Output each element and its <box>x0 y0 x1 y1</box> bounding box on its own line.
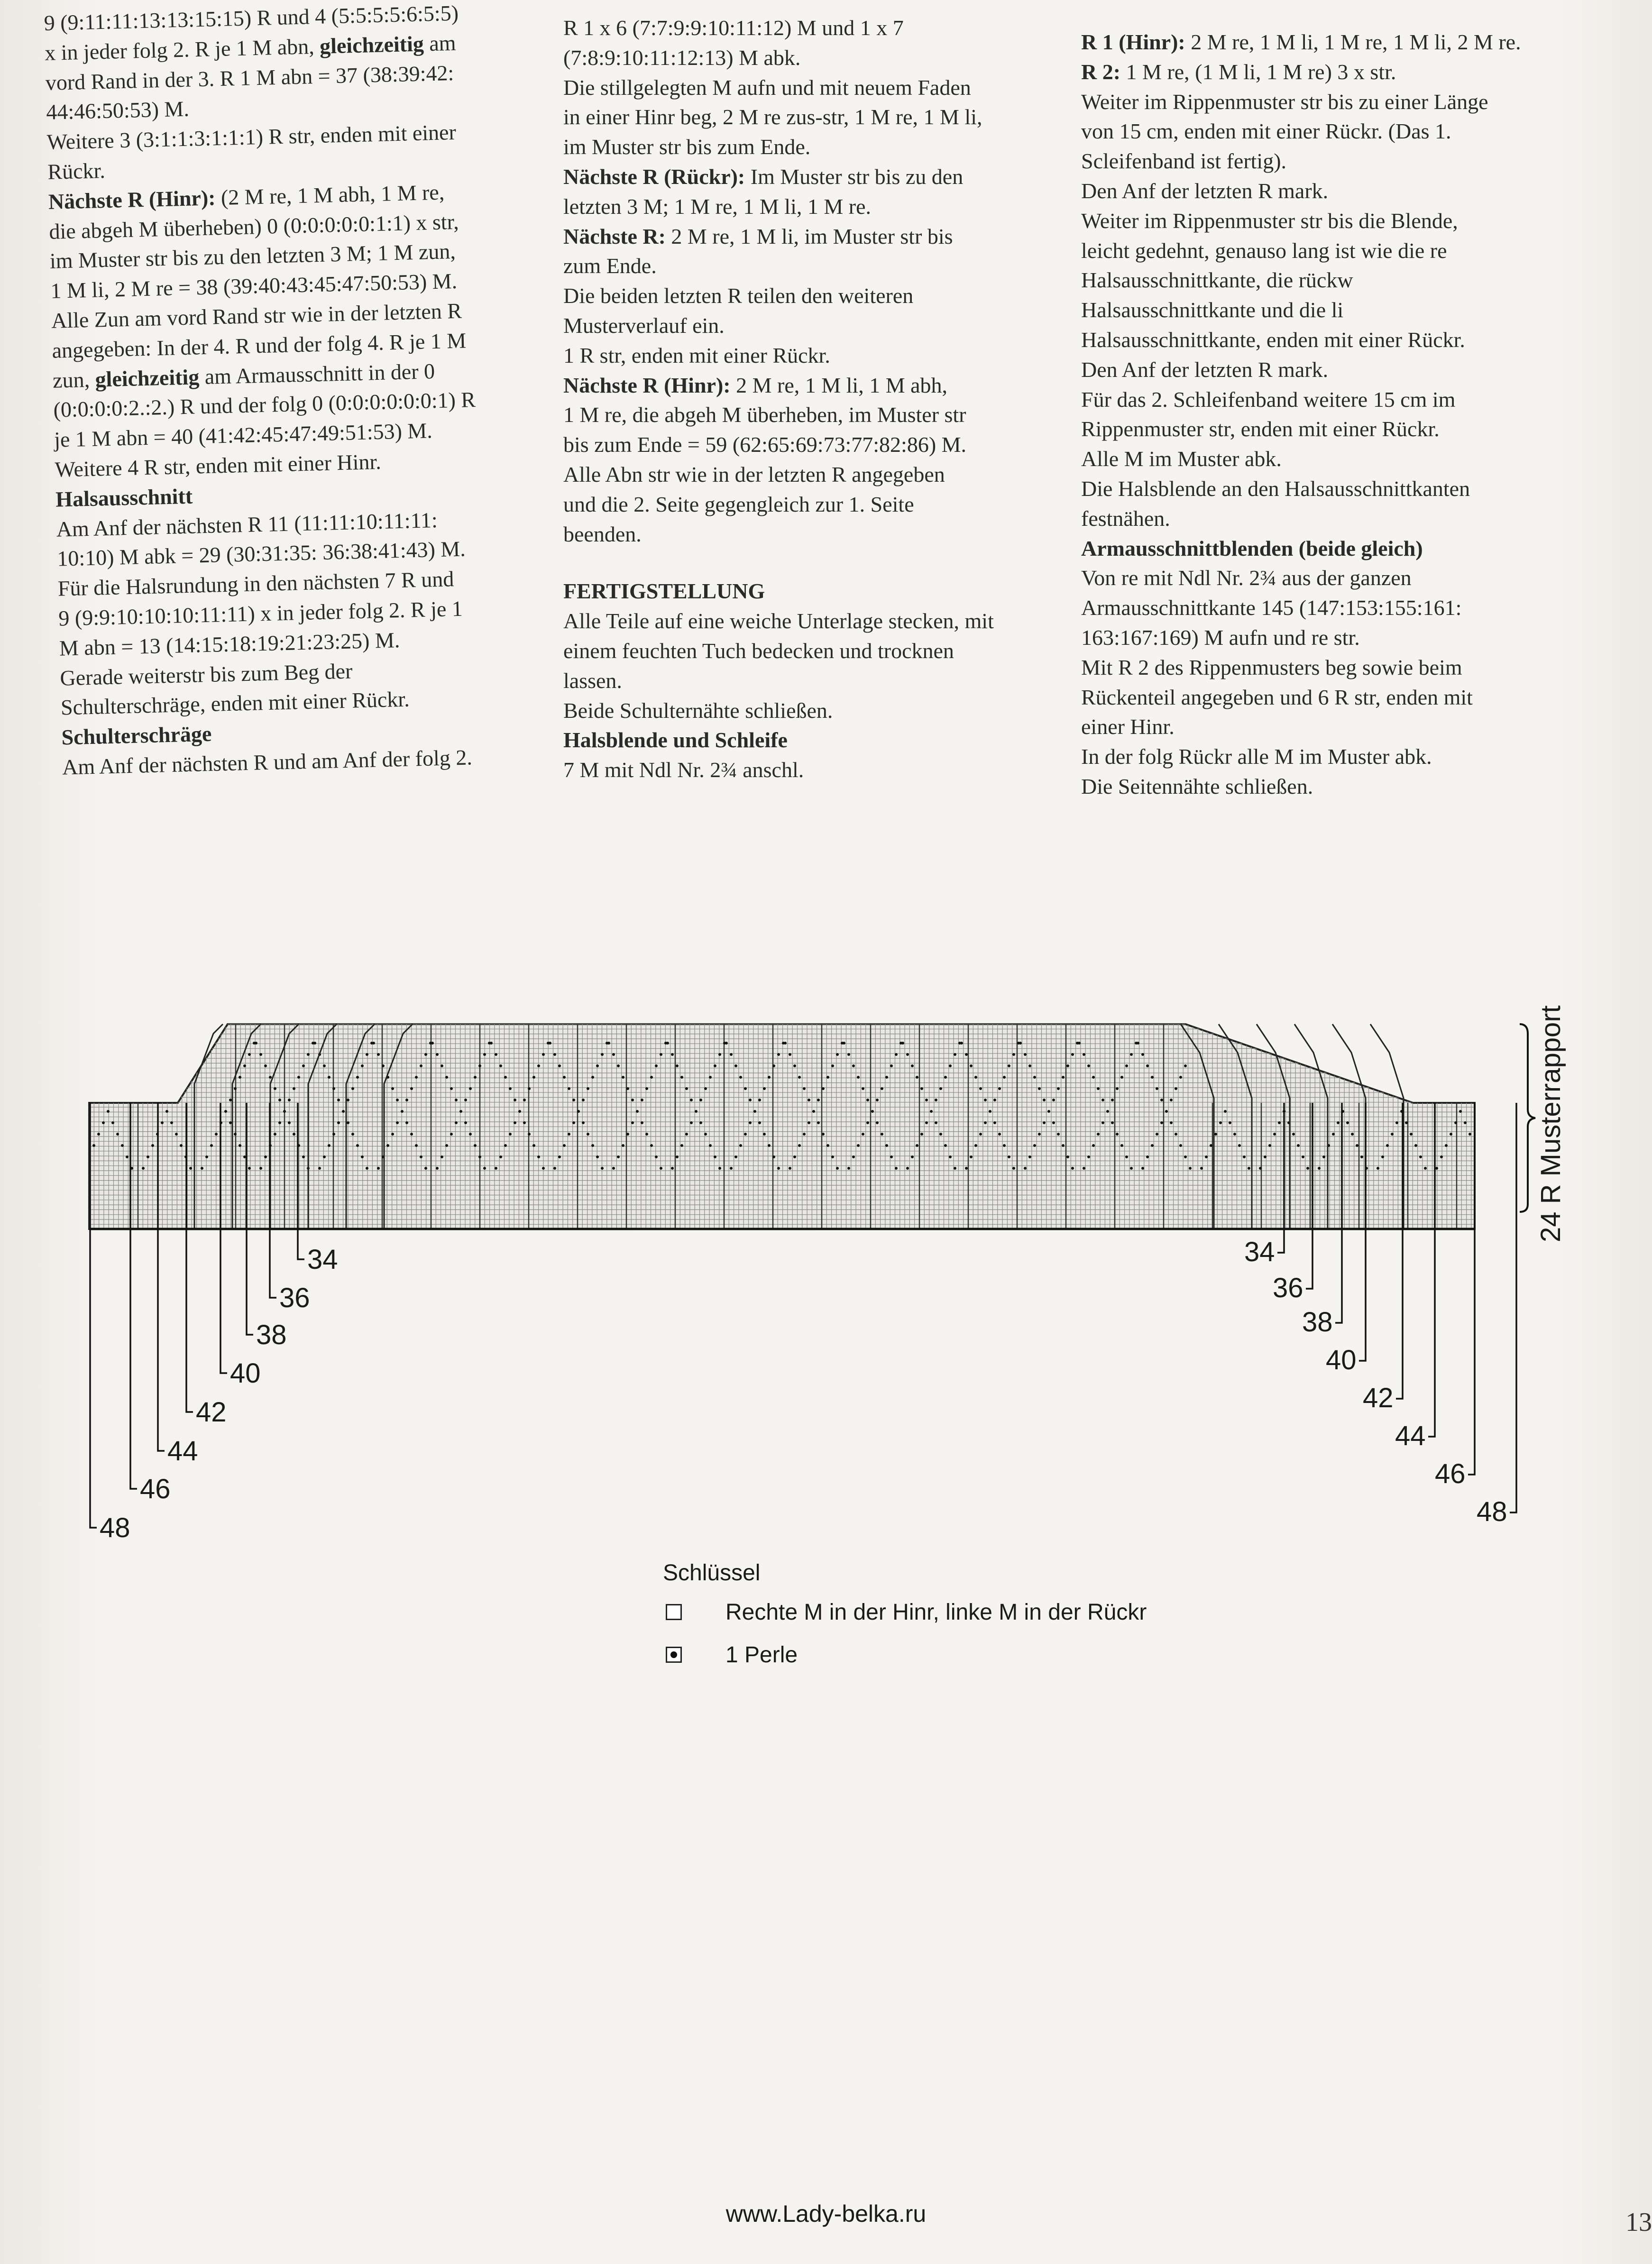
text-run: 1 M li, 2 M re = 38 (39:40:43:45:47:50:53) M. <box>50 269 458 303</box>
text-run: von 15 cm, enden mit einer Rückr. (Das 1. <box>1081 119 1451 144</box>
right-size-label: 44 <box>1395 1421 1426 1451</box>
key-item-bead <box>663 1633 1147 1676</box>
text-run: 9 (9:11:11:13:13:15:15) R und 4 (5:5:5:5:6:5:5) <box>44 0 459 35</box>
text-run: Die stillgelegten M aufn und mit neuem Faden <box>563 75 971 100</box>
text-line <box>1081 385 1588 415</box>
right-size-label: 40 <box>1326 1345 1357 1375</box>
text-run: und die 2. Seite gegengleich zur 1. Seite <box>563 492 914 516</box>
text-run: 2 M re, 1 M li, 1 M re, 1 M li, 2 M re. <box>1185 30 1521 54</box>
footer-url: www.Lady-belka.ru <box>725 2200 927 2227</box>
left-size-label: 34 <box>307 1244 338 1275</box>
text-line <box>1081 355 1588 385</box>
text-run: 1 M re, die abgeh M überheben, im Muster str <box>563 403 966 427</box>
text-run: Alle M im Muster abk. <box>1081 447 1282 471</box>
rapport-bracket <box>1520 1024 1535 1212</box>
text-line <box>1081 623 1588 653</box>
text-run: (7:8:9:10:11:12:13) M abk. <box>563 45 801 70</box>
right-size-label: 42 <box>1363 1383 1394 1413</box>
text-run: Für die Halsrundung in den nächsten 7 R und <box>57 567 454 601</box>
text-line <box>1081 57 1588 87</box>
text-run: Armausschnittkante 145 (147:153:155:161: <box>1081 596 1462 620</box>
text-run: Im Muster str bis zu den <box>745 164 964 189</box>
text-line <box>563 490 1059 520</box>
text-line <box>1081 295 1588 325</box>
text-run: zum Ende. <box>563 254 657 278</box>
bold-run: Nächste R (Hinr): <box>563 373 731 397</box>
text-run: 1 R str, enden mit einer Rückr. <box>563 343 830 367</box>
text-run: Rippenmuster str, enden mit einer Rückr. <box>1081 417 1440 441</box>
text-line <box>1081 712 1588 742</box>
text-line <box>1081 683 1588 713</box>
text-run: je 1 M abn = 40 (41:42:45:47:49:51:53) M. <box>54 418 433 452</box>
knitting-chart-svg <box>0 948 1652 1574</box>
text-line <box>1081 742 1588 772</box>
empty-square-icon <box>666 1604 682 1620</box>
left-size-label: 46 <box>140 1474 171 1504</box>
text-run: Mit R 2 des Rippenmusters beg sowie beim <box>1081 655 1462 679</box>
text-line <box>1081 414 1588 444</box>
text-line <box>563 132 1059 162</box>
text-line <box>563 341 1059 371</box>
bold-run: FERTIGSTELLUNG <box>563 579 765 604</box>
text-run: In der folg Rückr alle M im Muster abk. <box>1081 744 1432 769</box>
text-run: Die Halsblende an den Halsausschnittkanten <box>1081 476 1470 501</box>
text-run: 44:46:50:53) M. <box>46 96 190 125</box>
bold-run: Schulterschräge <box>61 721 212 750</box>
text-run: 163:167:169) M aufn und re str. <box>1081 625 1360 650</box>
text-line <box>563 577 1059 606</box>
text-run: Weiter im Rippenmuster str bis zu einer Länge <box>1081 89 1488 114</box>
text-run: 9 (9:9:10:10:10:11:11) x in jeder folg 2. R je 1 <box>58 596 463 631</box>
text-line <box>563 281 1059 311</box>
text-run: 2 M re, 1 M li, 1 M abh, <box>730 373 948 397</box>
text-run: Halsausschnittkante, enden mit einer Rückr. <box>1081 327 1465 352</box>
text-line <box>563 430 1059 460</box>
right-size-label: 38 <box>1302 1307 1333 1338</box>
text-run: Für das 2. Schleifenband weitere 15 cm im <box>1081 387 1456 412</box>
text-run: leicht gedehnt, genauso lang ist wie die re <box>1081 238 1447 263</box>
text-run: in einer Hinr beg, 2 M re zus-str, 1 M re, 1 M li, <box>563 105 982 129</box>
text-run: Alle Teile auf eine weiche Unterlage stecken, mit <box>563 609 994 633</box>
text-run: Am Anf der nächsten R und am Anf der folg 2. <box>62 745 473 779</box>
text-line <box>1081 444 1588 474</box>
text-run: Alle Zun am vord Rand str wie in der letzten R <box>51 298 462 333</box>
page-number: 13 <box>1625 2208 1652 2237</box>
right-size-label: 36 <box>1273 1273 1303 1303</box>
text-line <box>563 13 1059 43</box>
bold-run: Armausschnittblenden (beide gleich) <box>1081 536 1423 560</box>
bold-run: gleichzeitig <box>94 364 200 392</box>
bold-run: Nächste R (Hinr): <box>48 185 216 214</box>
left-size-label: 42 <box>196 1397 227 1428</box>
text-line <box>1081 176 1588 206</box>
text-run: festnähen. <box>1081 506 1170 531</box>
text-line <box>1081 266 1588 295</box>
text-run: letzten 3 M; 1 M re, 1 M li, 1 M re. <box>563 194 872 219</box>
text-line <box>563 606 1059 636</box>
section-gap <box>563 549 1059 577</box>
text-run: im Muster str bis zum Ende. <box>563 135 811 159</box>
text-run: Musterverlauf ein. <box>563 313 725 338</box>
text-run: Rückenteil angegeben und 6 R str, enden mit <box>1081 685 1473 709</box>
text-line <box>563 43 1059 73</box>
left-size-label: 38 <box>256 1320 287 1350</box>
key-item-knit <box>663 1591 1147 1633</box>
text-run: Die beiden letzten R teilen den weiteren <box>563 284 914 308</box>
text-line <box>563 725 1059 755</box>
text-line <box>1081 117 1588 147</box>
bold-run: Halsausschnitt <box>55 484 193 512</box>
chart-key <box>663 1560 1147 1676</box>
text-line <box>563 73 1059 103</box>
text-line <box>563 371 1059 401</box>
text-run: x in jeder folg 2. R je 1 M abn, <box>44 34 320 65</box>
text-run: am <box>423 30 457 56</box>
text-run: (0:0:0:0:2.:2.) R und der folg 0 (0:0:0:0:0:0:1) R <box>53 387 476 422</box>
text-line <box>563 400 1059 430</box>
text-run: Weitere 3 (3:1:1:3:1:1:1) R str, enden mit einer <box>46 120 457 155</box>
text-run: Alle Abn str wie in der letzten R angegeben <box>563 462 945 486</box>
text-run: einem feuchten Tuch bedecken und trocknen <box>563 638 954 663</box>
text-line <box>1081 593 1588 623</box>
text-run: Am Anf der nächsten R 11 (11:11:10:11:11: <box>56 507 438 541</box>
text-line <box>1081 206 1588 236</box>
text-run: einer Hinr. <box>1081 715 1175 739</box>
bead-square-icon <box>666 1647 682 1663</box>
right-size-label: 48 <box>1477 1496 1507 1527</box>
key-title: Schlüssel <box>663 1560 761 1586</box>
text-run: im Muster str bis zu den letzten 3 M; 1 M zun, <box>49 239 456 274</box>
right-size-leader <box>1510 1103 1516 1512</box>
text-run: 7 M mit Ndl Nr. 2¾ anschl. <box>563 758 804 782</box>
text-run: Weitere 4 R str, enden mit einer Hinr. <box>55 449 382 482</box>
text-run: (2 M re, 1 M abh, 1 M re, <box>215 180 445 210</box>
text-column-2 <box>563 13 1059 785</box>
text-run: beenden. <box>563 522 642 546</box>
text-line <box>1081 236 1588 266</box>
text-line <box>563 696 1059 726</box>
text-run: Gerade weiterstr bis zum Beg der <box>59 659 353 690</box>
text-line <box>1081 653 1588 683</box>
text-run: Rückr. <box>47 158 106 184</box>
text-run: Halsausschnittkante, die rückw <box>1081 268 1353 293</box>
text-line <box>1081 772 1588 802</box>
text-line <box>563 102 1059 132</box>
text-line <box>563 755 1059 785</box>
knitting-chart <box>0 948 1652 1574</box>
left-size-label: 36 <box>279 1283 310 1313</box>
text-line <box>563 192 1059 222</box>
text-line <box>1081 474 1588 504</box>
text-run: R 1 x 6 (7:7:9:9:10:11:12) M und 1 x 7 <box>563 16 904 40</box>
left-size-label: 40 <box>230 1358 261 1389</box>
text-line <box>563 162 1059 192</box>
text-line <box>1081 563 1588 593</box>
text-run: Scleifenband ist fertig). <box>1081 149 1287 174</box>
text-run: Den Anf der letzten R mark. <box>1081 178 1329 203</box>
text-line <box>563 636 1059 666</box>
text-line <box>563 311 1059 341</box>
text-run: die abgeh M überheben) 0 (0:0:0:0:0:1:1) x str, <box>48 209 459 244</box>
text-run: 10:10) M abk = 29 (30:31:35: 36:38:41:43) M. <box>56 536 466 571</box>
text-line <box>563 460 1059 490</box>
bold-run: gleichzeitig <box>319 31 424 58</box>
text-run: 2 M re, 1 M li, im Muster str bis <box>665 224 953 248</box>
bold-run: R 1 (Hinr): <box>1081 30 1185 54</box>
bold-run: Nächste R (Rückr): <box>563 164 745 189</box>
right-size-label: 46 <box>1435 1458 1466 1489</box>
text-line <box>1081 27 1588 57</box>
text-run: angegeben: In der 4. R und der folg 4. R je 1 M <box>51 328 467 363</box>
rapport-label: 24 R Musterrapport <box>1535 1005 1566 1242</box>
text-run: Von re mit Ndl Nr. 2¾ aus der ganzen <box>1081 566 1412 590</box>
text-line <box>563 251 1059 281</box>
text-run: bis zum Ende = 59 (62:65:69:73:77:82:86) M. <box>563 432 967 457</box>
text-line <box>1081 534 1588 564</box>
text-line <box>1081 147 1588 176</box>
text-line <box>1081 87 1588 117</box>
right-size-label: 34 <box>1244 1237 1275 1267</box>
text-line <box>1081 325 1588 355</box>
text-run: vord Rand in der 3. R 1 M abn = 37 (38:39:42: <box>45 60 454 95</box>
key-label-bead: 1 Perle <box>725 1642 798 1668</box>
left-size-label: 48 <box>100 1512 130 1543</box>
key-label-knit: Rechte M in der Hinr, linke M in der Rückr <box>725 1599 1147 1625</box>
bold-run: Halsblende und Schleife <box>563 728 788 752</box>
text-run: am Armausschnitt in der 0 <box>199 358 435 389</box>
text-run: Schulterschräge, enden mit einer Rückr. <box>60 687 410 720</box>
left-size-label: 44 <box>167 1436 198 1467</box>
text-column-1 <box>44 0 558 782</box>
text-line <box>563 666 1059 696</box>
text-line <box>563 520 1059 550</box>
text-run: Die Seitennähte schließen. <box>1081 774 1313 798</box>
text-line <box>563 222 1059 252</box>
text-run: Den Anf der letzten R mark. <box>1081 357 1329 382</box>
text-run: Halsausschnittkante und die li <box>1081 298 1344 322</box>
text-line <box>1081 504 1588 534</box>
text-run: lassen. <box>563 668 622 693</box>
bold-run: R 2: <box>1081 59 1121 84</box>
text-run: 1 M re, (1 M li, 1 M re) 3 x str. <box>1120 59 1396 84</box>
text-column-3 <box>1081 27 1588 802</box>
text-run: Beide Schulternähte schließen. <box>563 698 833 723</box>
text-run: zun, <box>52 367 96 393</box>
bold-run: Nächste R: <box>563 224 666 248</box>
text-run: Weiter im Rippenmuster str bis die Blende, <box>1081 208 1458 233</box>
text-run: M abn = 13 (14:15:18:19:21:23:25) M. <box>59 627 400 660</box>
